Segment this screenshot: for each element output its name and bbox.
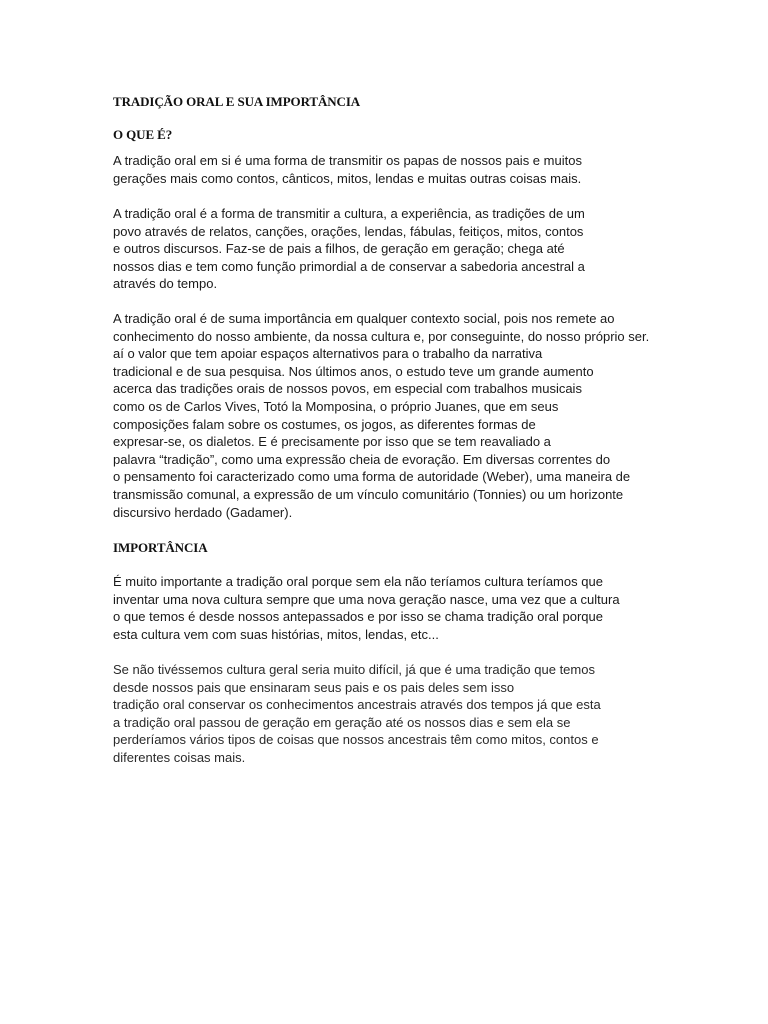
paragraph-line: Se não tivéssemos cultura geral seria muito difícil, já que é uma tradição que temos <box>113 662 595 677</box>
paragraph-2 <box>113 205 713 293</box>
paragraph-line: tradicional e de sua pesquisa. Nos últimos anos, o estudo teve um grande aumento <box>113 363 594 379</box>
paragraph-line: o que temos é desde nossos antepassados e por isso se chama tradição oral porque <box>113 609 603 625</box>
paragraph-line: e outros discursos. Faz-se de pais a filhos, de geração em geração; chega até <box>113 241 565 257</box>
paragraph-line: transmissão comunal, a expressão de um vínculo comunitário (Tonnies) ou um horizonte <box>113 486 624 502</box>
paragraph-line: gerações mais como contos, cânticos, mitos, lendas e muitas outras coisas mais. <box>113 170 582 186</box>
section-heading-o-que-e: O QUE É? <box>113 127 173 142</box>
paragraph-line: É muito importante a tradição oral porque sem ela não teríamos cultura teríamos que <box>113 574 603 589</box>
section-heading-importancia: IMPORTÂNCIA <box>113 540 208 555</box>
paragraph-line: A tradição oral é a forma de transmitir a cultura, a experiência, as tradições de um <box>113 206 585 221</box>
paragraph-4 <box>113 573 713 643</box>
paragraph-line: acerca das tradições orais de nossos povos, em especial com trabalhos musicais <box>113 381 582 397</box>
paragraph-line: esta cultura vem com suas histórias, mitos, lendas, etc... <box>113 626 439 642</box>
paragraph-line: composições falam sobre os costumes, os jogos, as diferentes formas de <box>113 416 536 432</box>
paragraph-line: inventar uma nova cultura sempre que uma nova geração nasce, uma vez que a cultura <box>113 591 620 607</box>
paragraph-line: discursivo herdado (Gadamer). <box>113 504 293 520</box>
paragraph-line: diferentes coisas mais. <box>113 749 246 765</box>
paragraph-line: povo através de relatos, canções, orações, lendas, fábulas, feitiços, mitos, contos <box>113 223 584 239</box>
paragraph-5 <box>113 661 713 767</box>
paragraph-line: aí o valor que tem apoiar espaços alternativos para o trabalho da narrativa <box>113 346 543 362</box>
paragraph-line: como os de Carlos Vives, Totó la Momposina, o próprio Juanes, que em seus <box>113 398 559 414</box>
paragraph-line: a tradição oral passou de geração em geração até os nossos dias e sem ela se <box>113 714 571 730</box>
paragraph-line: expresar-se, os dialetos. E é precisamente por isso que se tem reavaliado a <box>113 434 551 450</box>
paragraph-line: através do tempo. <box>113 276 218 292</box>
document-title: TRADIÇÃO ORAL E SUA IMPORTÂNCIA <box>113 94 361 109</box>
paragraph-line: o pensamento foi caracterizado como uma forma de autoridade (Weber), uma maneira de <box>113 469 631 485</box>
paragraph-line: nossos dias e tem como função primordial a de conservar a sabedoria ancestral a <box>113 258 585 274</box>
paragraph-line: A tradição oral é de suma importância em qualquer contexto social, pois nos remete ao <box>113 311 615 326</box>
paragraph-line: desde nossos pais que ensinaram seus pais e os pais deles sem isso <box>113 679 515 695</box>
paragraph-line: A tradição oral em si é uma forma de transmitir os papas de nossos pais e muitos <box>113 153 582 168</box>
paragraph-1 <box>113 152 713 187</box>
paragraph-3 <box>113 310 713 521</box>
paragraph-line: perderíamos vários tipos de coisas que nossos ancestrais têm como mitos, contos e <box>113 732 599 748</box>
paragraph-line: tradição oral conservar os conhecimentos ancestrais através dos tempos já que esta <box>113 697 601 713</box>
paragraph-line: conhecimento do nosso ambiente, da nossa cultura e, por conseguinte, do nosso próprio ser. <box>113 328 650 344</box>
paragraph-line: palavra “tradição”, como uma expressão cheia de evoração. Em diversas correntes do <box>113 451 611 467</box>
